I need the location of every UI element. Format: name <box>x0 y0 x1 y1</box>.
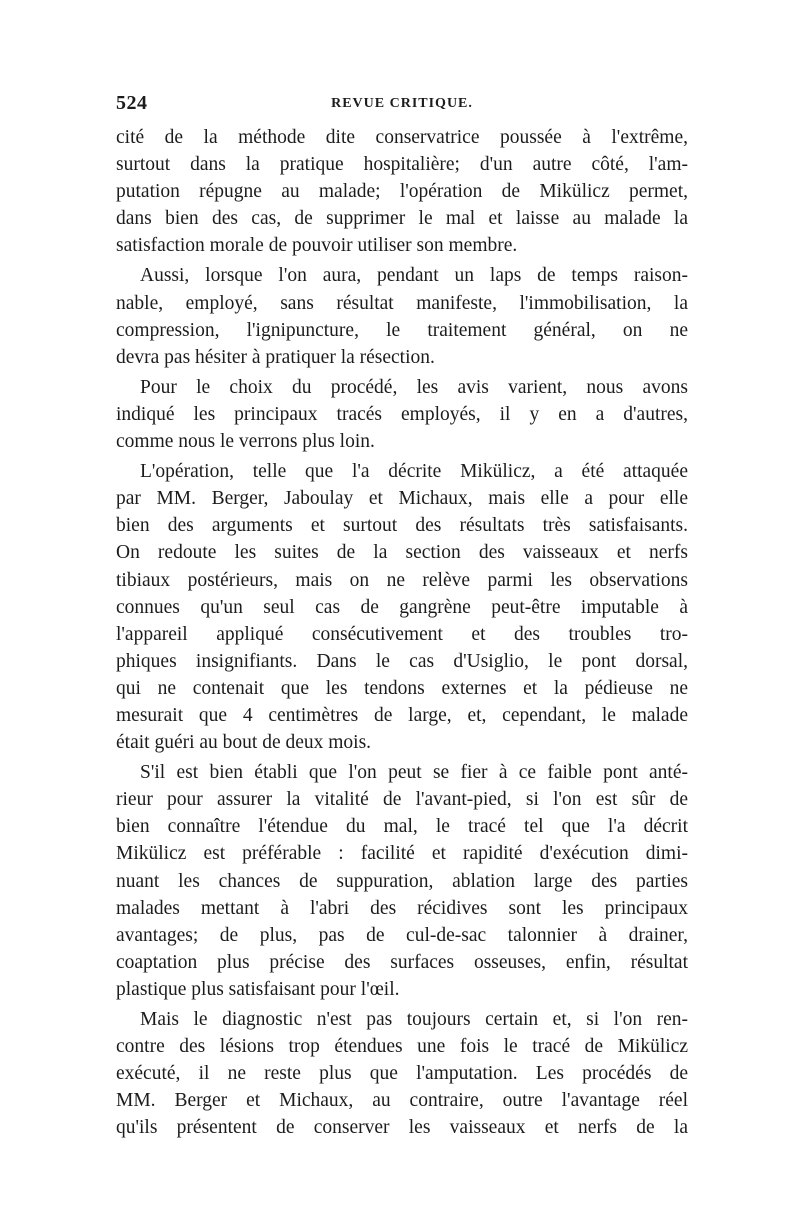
text-line: On redoute les suites de la section des vaisseaux et nerfs <box>116 542 688 564</box>
paragraph-2 <box>116 262 688 370</box>
text-line: bien des arguments et surtout des résultats très satisfaisants. <box>116 515 688 537</box>
text-line: Mais le diagnostic n'est pas toujours certain et, si l'on ren- <box>140 1009 688 1030</box>
text-line: satisfaction morale de pouvoir utiliser son membre. <box>116 235 518 257</box>
text-line: par MM. Berger, Jaboulay et Michaux, mais elle a pour elle <box>116 488 688 510</box>
body-text <box>116 124 688 1141</box>
text-line: S'il est bien établi que l'on peut se fier à ce faible pont anté- <box>140 762 688 784</box>
text-line: contre des lésions trop étendues une fois le tracé de Mikülicz <box>116 1036 688 1058</box>
text-line: Pour le choix du procédé, les avis varient, nous avons <box>140 376 688 398</box>
text-line: plastique plus satisfaisant pour l'œil. <box>116 978 400 1000</box>
text-line: coaptation plus précise des surfaces osseuses, enfin, résultat <box>116 951 688 973</box>
text-line: était guéri au bout de deux mois. <box>116 732 372 754</box>
text-line: Aussi, lorsque l'on aura, pendant un laps de temps raison- <box>140 265 688 287</box>
text-line: surtout dans la pratique hospitalière; d'un autre côté, l'am- <box>116 154 688 176</box>
text-line: bien connaître l'étendue du mal, le tracé tel que l'a décrit <box>116 816 688 838</box>
text-line: dans bien des cas, de supprimer le mal et laisse au malade la <box>116 208 688 230</box>
text-line: compression, l'ignipuncture, le traitement général, on ne <box>116 319 688 341</box>
paragraph-3 <box>116 374 688 455</box>
text-line: Mikülicz est préférable : facilité et rapidité d'exécution dimi- <box>116 843 688 865</box>
text-line: devra pas hésiter à pratiquer la résection. <box>116 346 435 368</box>
text-line: nuant les chances de suppuration, ablation large des parties <box>116 870 688 892</box>
text-line: phiques insignifiants. Dans le cas d'Usiglio, le pont dorsal, <box>116 650 688 672</box>
paragraph-6 <box>116 1006 688 1141</box>
text-line: L'opération, telle que l'a décrite Mikülicz, a été attaquée <box>140 461 688 483</box>
text-line: indiqué les principaux tracés employés, il y en a d'autres, <box>116 403 688 425</box>
text-line: exécuté, il ne reste plus que l'amputation. Les procédés de <box>116 1063 688 1085</box>
paragraph-5 <box>116 759 688 1003</box>
text-line: qui ne contenait que les tendons externes et la pédieuse ne <box>116 677 688 699</box>
page-number: 524 <box>116 92 148 114</box>
book-page <box>116 92 688 1141</box>
paragraph-4 <box>116 458 688 756</box>
text-line: cité de la méthode dite conservatrice poussée à l'extrême, <box>116 127 688 148</box>
text-line: avantages; de plus, pas de cul-de-sac talonnier à drainer, <box>116 924 688 946</box>
text-line: malades mettant à l'abri des récidives sont les principaux <box>116 897 688 919</box>
text-line: MM. Berger et Michaux, au contraire, outre l'avantage réel <box>116 1090 688 1112</box>
text-line: qu'ils présentent de conserver les vaisseaux et nerfs de la <box>116 1117 688 1139</box>
text-line: mesurait que 4 centimètres de large, et, cependant, le malade <box>116 704 688 726</box>
text-line: comme nous le verrons plus loin. <box>116 431 375 453</box>
text-line: putation répugne au malade; l'opération de Mikülicz permet, <box>116 181 688 203</box>
text-line: connues qu'un seul cas de gangrène peut-être imputable à <box>116 596 688 618</box>
running-title: REVUE CRITIQUE. <box>331 96 473 111</box>
paragraph-1 <box>116 124 688 259</box>
text-line: rieur pour assurer la vitalité de l'avant-pied, si l'on est sûr de <box>116 789 688 811</box>
text-line: l'appareil appliqué consécutivement et des troubles tro- <box>116 623 688 645</box>
text-line: tibiaux postérieurs, mais on ne relève parmi les observations <box>116 569 688 591</box>
text-line: nable, employé, sans résultat manifeste, l'immobilisation, la <box>116 292 688 314</box>
running-head <box>116 92 688 122</box>
